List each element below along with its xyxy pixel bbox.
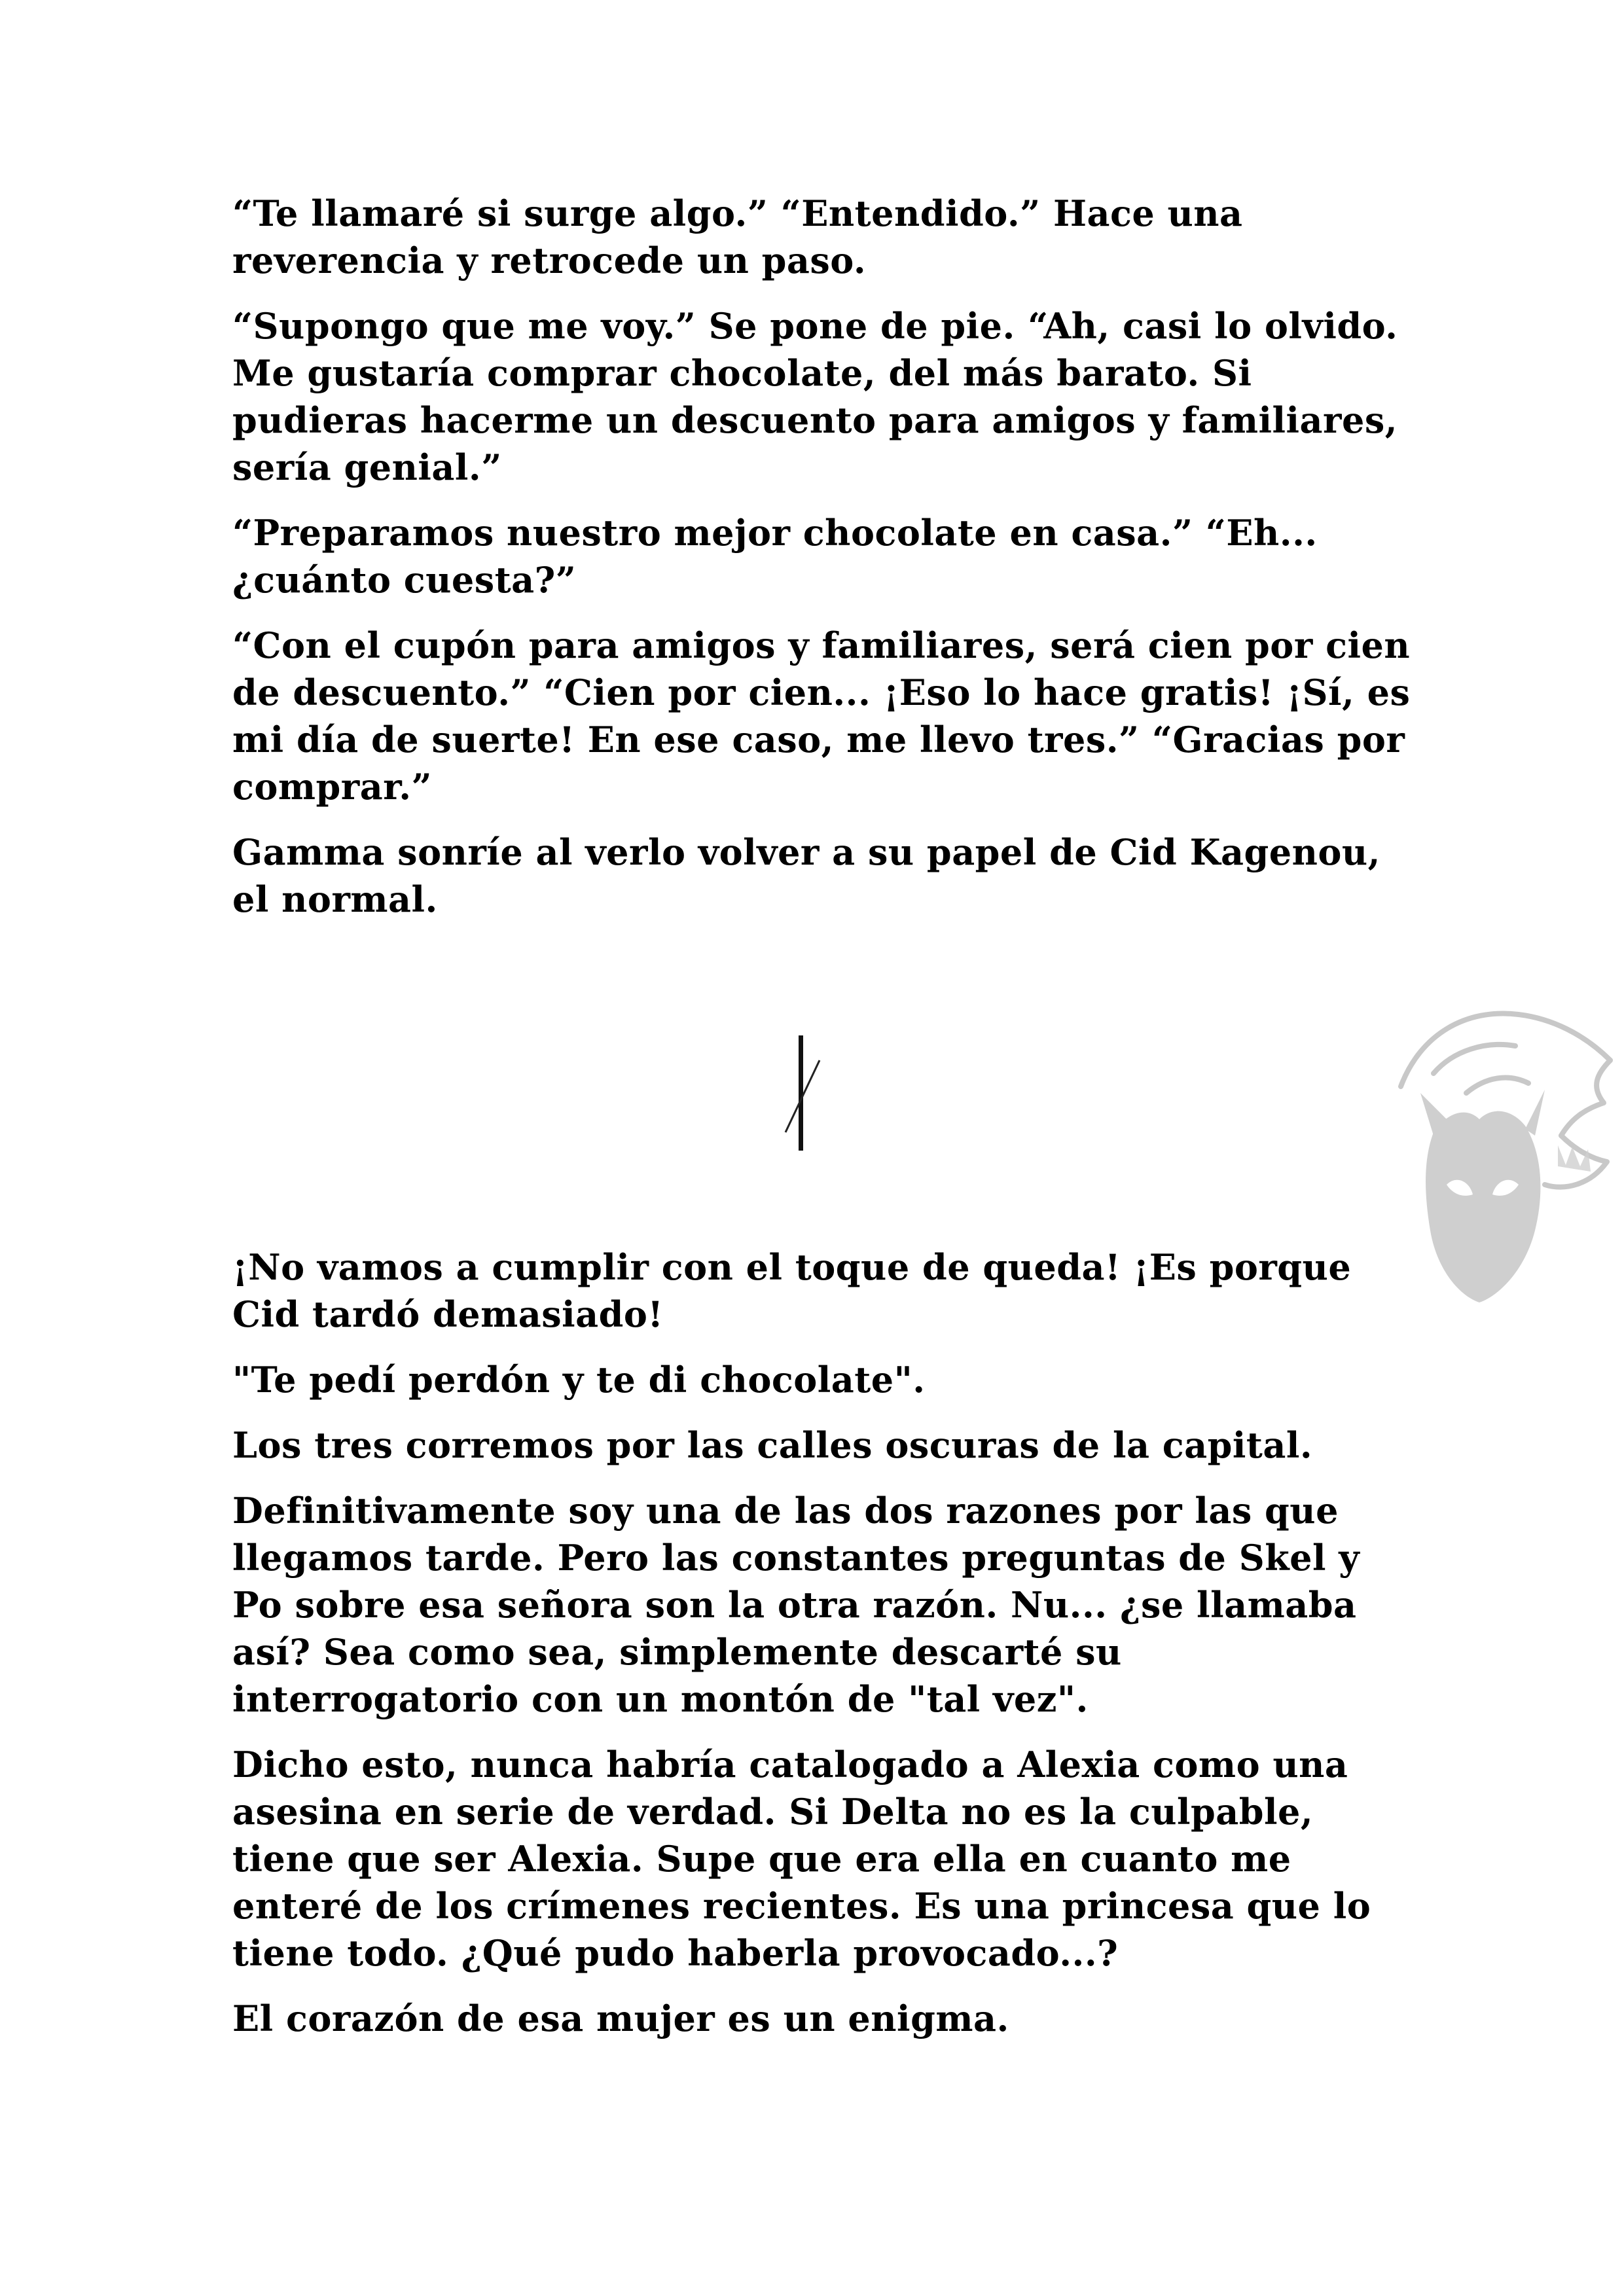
paragraph: “Te llamaré si surge algo.” “Entendido.” Hace una reverencia y retrocede un paso. — [232, 192, 1243, 281]
text-section-bottom — [232, 1244, 1411, 2060]
paragraph: “Con el cupón para amigos y familiares, será cien por cien de descuento.” “Cien por cien... ¡Eso lo hace gratis! ¡Sí, es mi día de suerte! En ese caso, me llevo tres.” “Gracias por comprar.” — [232, 624, 1411, 808]
paragraph: “Supongo que me voy.” Se pone de pie. “Ah, casi lo olvido. Me gustaría comprar chocolate, del más barato. Si pudieras hacerme un descuento para amigos y familiares, sería genial.” — [232, 305, 1398, 488]
text-section-top — [232, 190, 1411, 941]
paragraph: “Preparamos nuestro mejor chocolate en casa.” “Eh... ¿cuánto cuesta?” — [232, 512, 1318, 601]
paragraph: "Te pedí perdón y te di chocolate". — [232, 1359, 926, 1401]
slash-divider-icon — [779, 1034, 825, 1152]
paragraph: Gamma sonríe al verlo volver a su papel de Cid Kagenou, el normal. — [232, 831, 1380, 920]
paragraph: Los tres corremos por las calles oscuras de la capital. — [232, 1424, 1313, 1466]
dinosaur-devil-watermark-icon — [1394, 995, 1623, 1309]
paragraph: Definitivamente soy una de las dos razones por las que llegamos tarde. Pero las constantes preguntas de Skel y Po sobre esa señora son la otra razón. Nu... ¿se llamaba así? Sea como sea, simplemente descarté su interrogatorio con un montón de "tal vez". — [232, 1490, 1360, 1720]
paragraph: ¡No vamos a cumplir con el toque de queda! ¡Es porque Cid tardó demasiado! — [232, 1246, 1352, 1335]
paragraph: Dicho esto, nunca habría catalogado a Alexia como una asesina en serie de verdad. Si Delta no es la culpable, tiene que ser Alexia. Supe que era ella en cuanto me enteré de los crímenes recientes. Es una princesa que lo tiene todo. ¿Qué pudo haberla provocado...? — [232, 1744, 1371, 1974]
paragraph: El corazón de esa mujer es un enigma. — [232, 1998, 1009, 2039]
